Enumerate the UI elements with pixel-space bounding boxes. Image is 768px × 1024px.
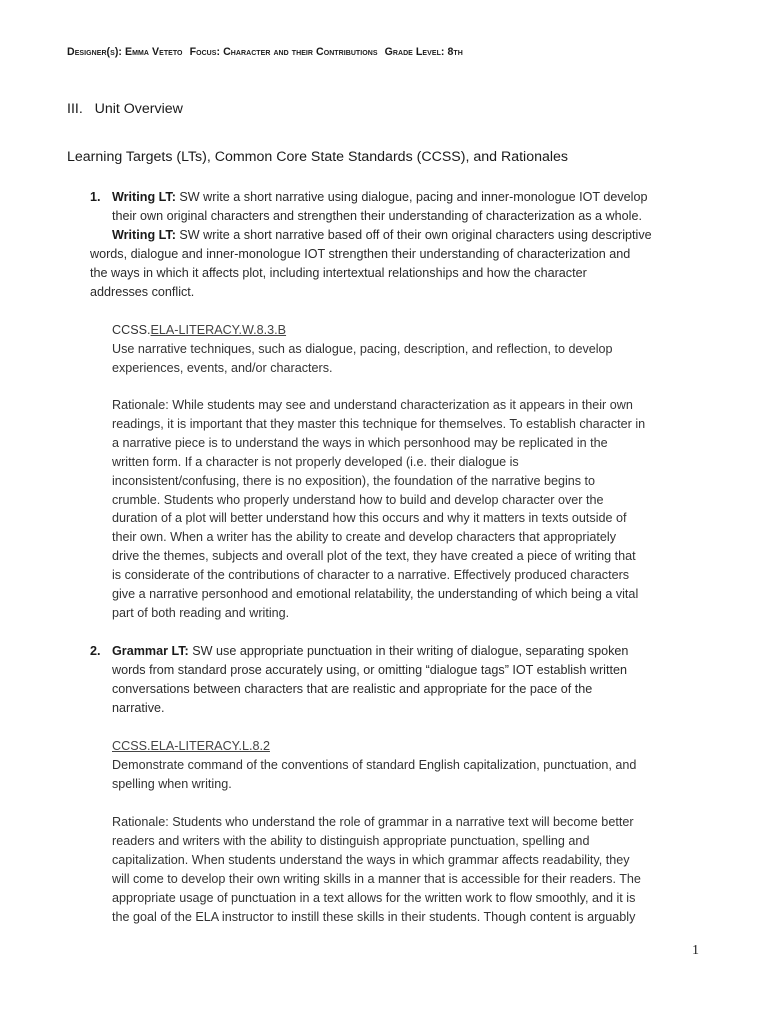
lt-label: Writing LT: bbox=[112, 227, 176, 242]
lt-line-1 bbox=[90, 642, 700, 661]
page-number: 1 bbox=[692, 943, 699, 958]
rationale-line: drive the themes, subjects and overall plot of the text, they have created a piece of writing that bbox=[112, 549, 636, 564]
ccss-description-line: experiences, events, and/or characters. bbox=[112, 360, 333, 375]
rationale-line: part of both reading and writing. bbox=[112, 605, 290, 620]
lt-text: SW write a short narrative using dialogue, pacing and inner-monologue IOT develop bbox=[175, 190, 648, 204]
ccss-description-line: spelling when writing. bbox=[112, 776, 232, 791]
subheading: Learning Targets (LTs), Common Core State Standards (CCSS), and Rationales bbox=[67, 149, 568, 165]
ccss-standard-2 bbox=[112, 737, 702, 794]
item-number: 1. bbox=[90, 190, 101, 204]
rationale-line: is considerate of the contributions of character to a narrative. Effectively produced characters bbox=[112, 568, 630, 583]
lt1-line-2: their own original characters and strengthen their understanding of characterization as a whole. bbox=[112, 208, 642, 223]
ccss-link[interactable]: CCSS.ELA-LITERACY.L.8.2 bbox=[112, 739, 270, 753]
lt-line-3: conversations between characters that are realistic and appropriate for the pace of the bbox=[112, 681, 593, 696]
ccss-prefix: CCSS. bbox=[112, 323, 151, 337]
lt2-line-1 bbox=[90, 226, 700, 245]
item-number: 2. bbox=[90, 644, 101, 658]
rationale-line: written form. If a character is not properly developed (i.e. their dialogue is bbox=[112, 454, 519, 469]
rationale-line: crumble. Students who properly understand how to build and develop character over the bbox=[112, 492, 604, 507]
lt-label: Writing LT: bbox=[112, 190, 176, 204]
lt-text: SW write a short narrative based off of their own original characters using descriptive bbox=[175, 227, 652, 242]
learning-target-2 bbox=[90, 642, 700, 718]
ccss-link[interactable]: ELA-LITERACY.W.8.3.B bbox=[150, 323, 287, 337]
rationale-line: inconsistent/confusing, there is no exposition), the foundation of the narrative begins to bbox=[112, 473, 596, 488]
ccss-standard-1 bbox=[112, 321, 702, 378]
lt2-line-2: words, dialogue and inner-monologue IOT strengthen their understanding of characterization and bbox=[90, 246, 631, 261]
lt2-line-4: addresses conflict. bbox=[90, 284, 195, 299]
document-header bbox=[67, 46, 707, 58]
lt2-line-3: the ways in which it affects plot, including intertextual relationships and how the character bbox=[90, 265, 587, 280]
header-focus: Focus: Character and their Contributions bbox=[189, 46, 378, 58]
rationale-line: their own. When a writer has the ability to create and develop characters that appropriately bbox=[112, 530, 617, 545]
ccss-code bbox=[112, 321, 702, 340]
rationale-line: readers and writers with the ability to distinguish appropriate punctuation, spelling and bbox=[112, 833, 590, 848]
rationale-line: Rationale: Students who understand the role of grammar in a narrative text will become better bbox=[112, 815, 634, 829]
rationale-line: capitalization. When students understand the ways in which grammar affects readability, they bbox=[112, 852, 630, 867]
ccss-description-line: Use narrative techniques, such as dialogue, pacing, description, and reflection, to develop bbox=[112, 341, 613, 356]
section-title: III. Unit Overview bbox=[67, 101, 183, 117]
learning-target-1 bbox=[90, 188, 700, 301]
rationale-line: the goal of the ELA instructor to instill these skills in their students. Though content is arguably bbox=[112, 909, 636, 924]
rationale-1 bbox=[112, 396, 702, 623]
header-designer: Designer(s): Emma Veteto bbox=[67, 46, 183, 58]
lt-label: Grammar LT: bbox=[112, 644, 189, 658]
lt-line-4: narrative. bbox=[112, 700, 165, 715]
rationale-line: appropriate usage of punctuation in a text allows for the written work to flow smoothly, and it is bbox=[112, 890, 636, 905]
rationale-line: a narrative piece is to understand the ways in which personhood may be replicated in the bbox=[112, 435, 608, 450]
rationale-line: give a narrative personhood and emotional relatability, the understanding of which being a vital bbox=[112, 587, 639, 602]
rationale-2 bbox=[112, 813, 702, 926]
ccss-code bbox=[112, 737, 702, 756]
rationale-line: duration of a plot will better understand how this occurs and why it matters in texts outside of bbox=[112, 511, 627, 526]
lt-text: SW use appropriate punctuation in their writing of dialogue, separating spoken bbox=[188, 644, 629, 658]
rationale-line: readings, it is important that they master this technique for themselves. To establish character in bbox=[112, 416, 646, 431]
lt1-line-1 bbox=[90, 188, 700, 207]
rationale-line: will come to develop their own writing skills in a manner that is accessible for their readers. The bbox=[112, 871, 641, 886]
ccss-description-line: Demonstrate command of the conventions of standard English capitalization, punctuation, and bbox=[112, 757, 637, 772]
lt-line-2: words from standard prose accurately using, or omitting “dialogue tags” IOT establish written bbox=[112, 662, 627, 677]
rationale-line: Rationale: While students may see and understand characterization as it appears in their own bbox=[112, 398, 633, 412]
header-grade-level: Grade Level: 8th bbox=[384, 46, 463, 58]
